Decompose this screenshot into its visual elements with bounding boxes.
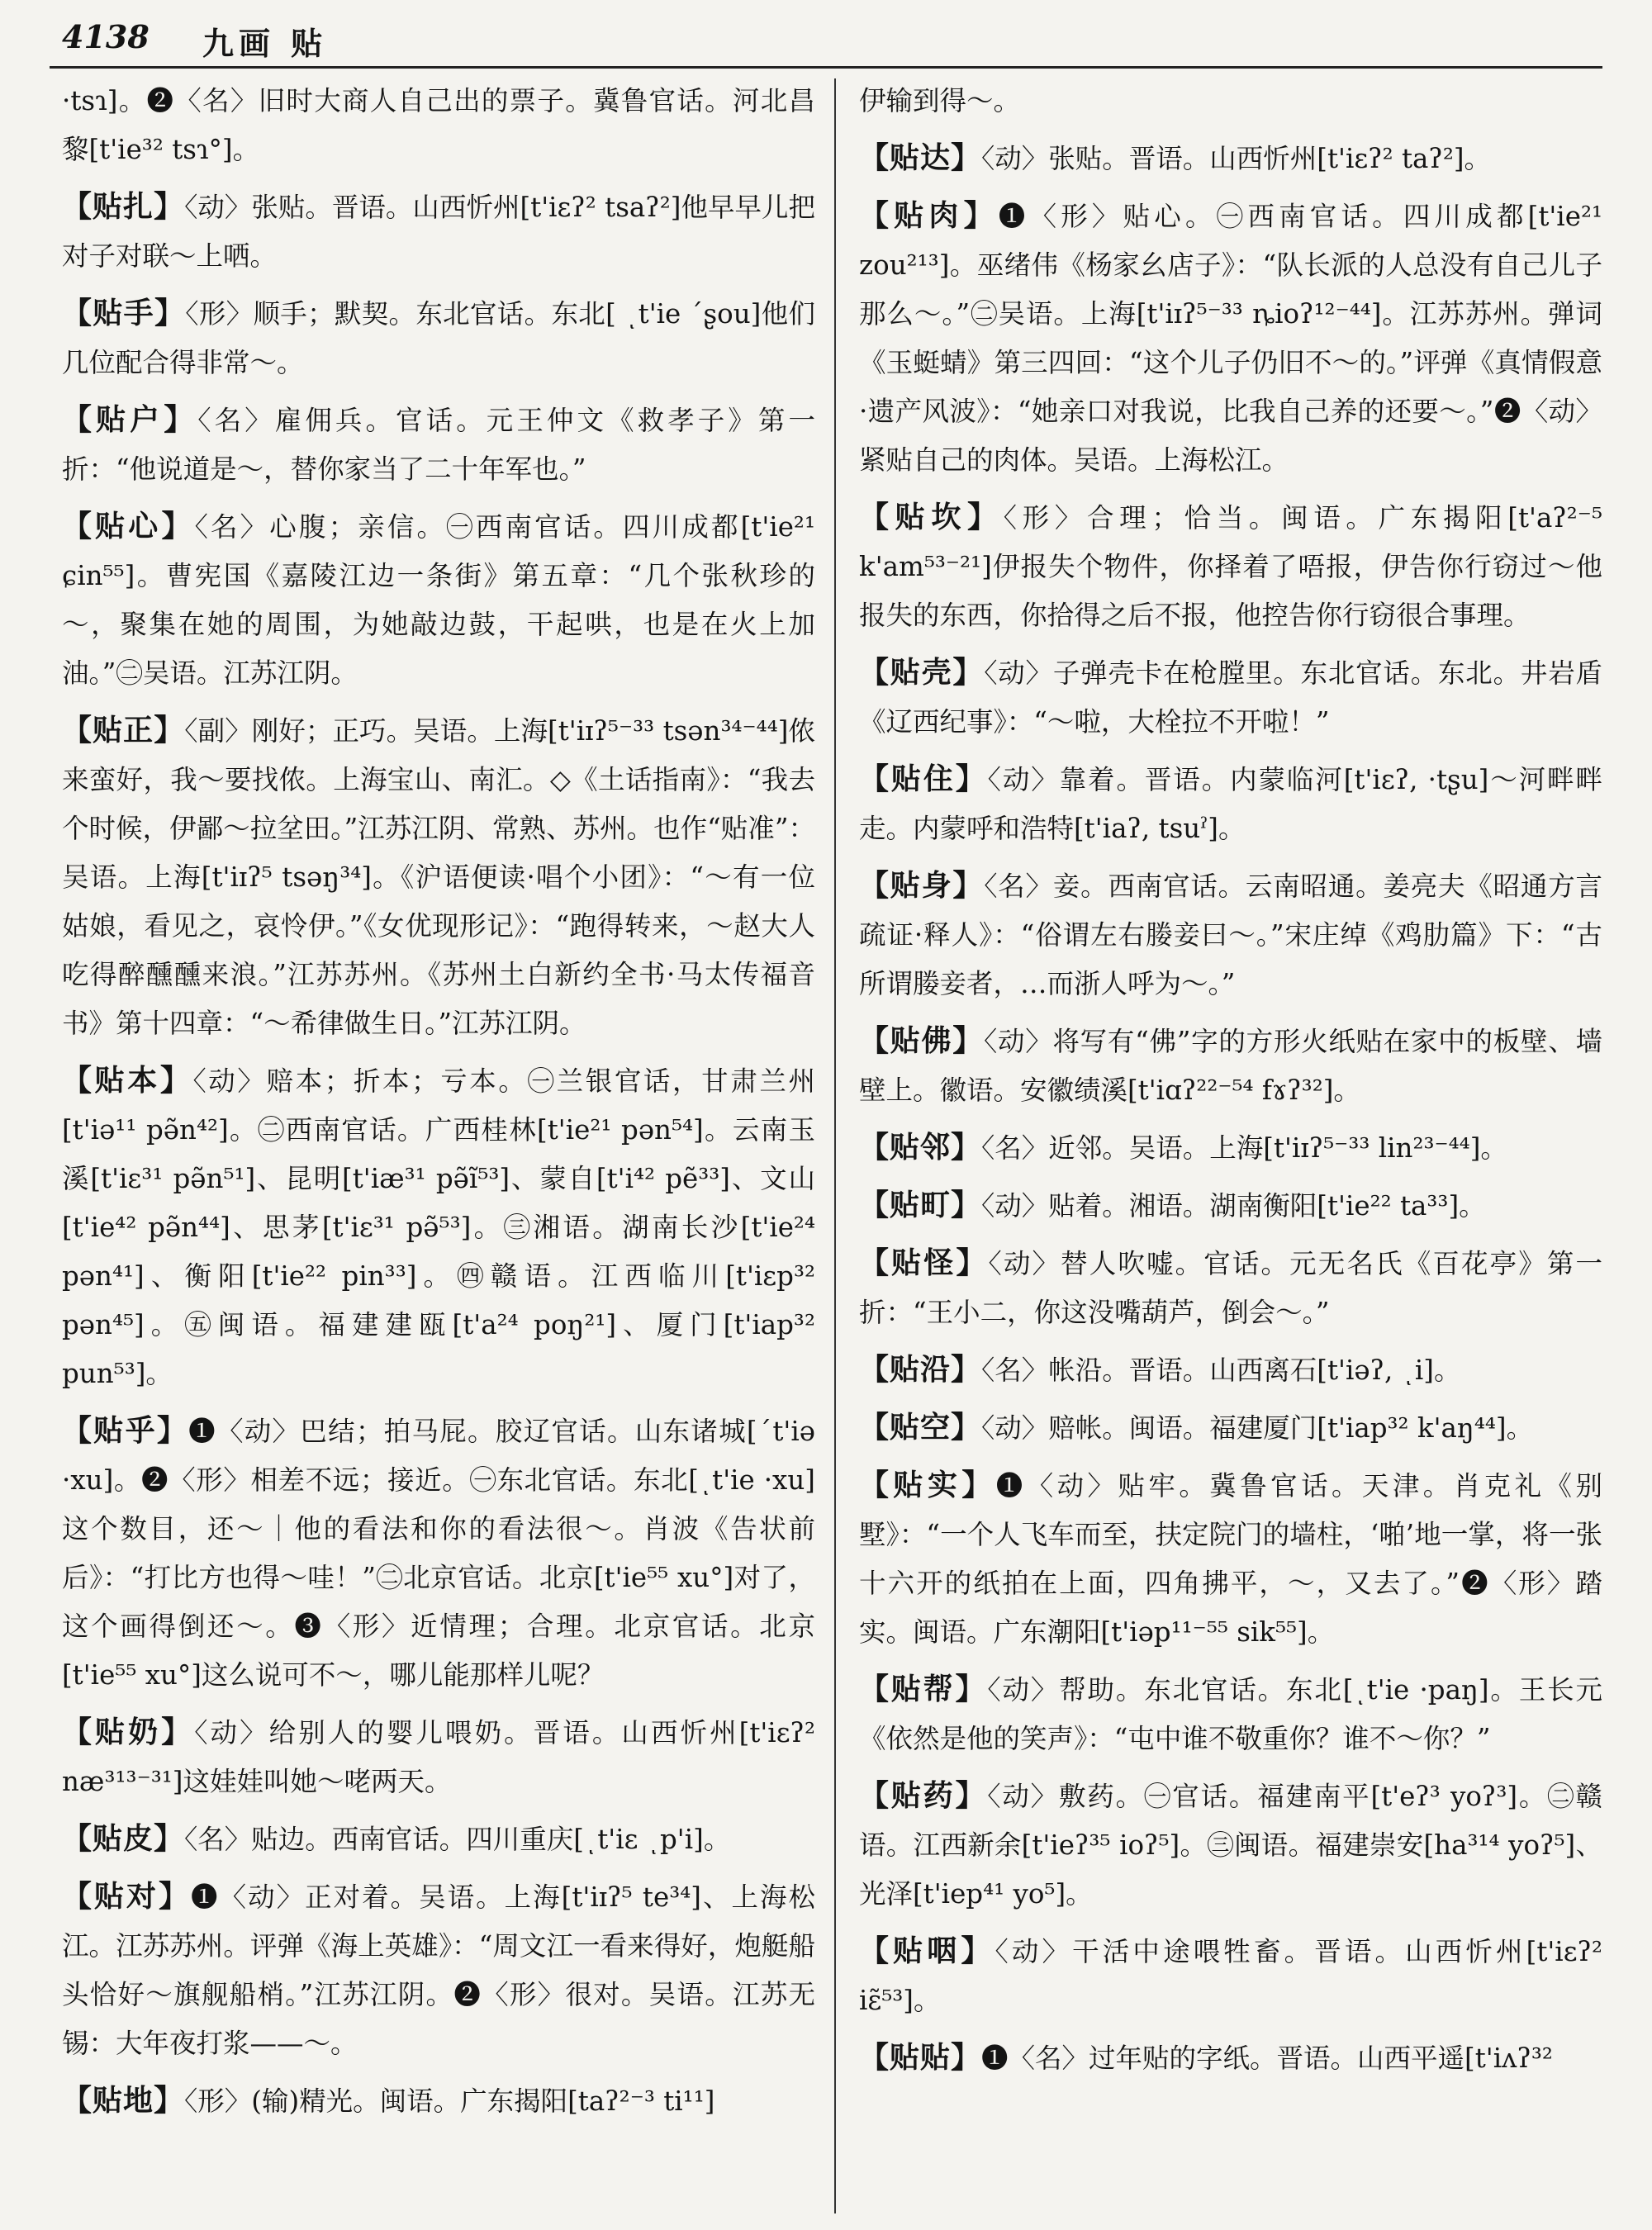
entry-definition: ❶〈动〉正对着。吴语。上海[t'iɪʔ⁵ te³⁴]、上海松江。江苏苏州。评弹《海上英雄》：“周文江一看来得好，炮艇船头恰好～旗舰船梢。”江苏江阴。❷〈形〉很对。吴语。江苏无锡：大年夜打浆——～。 — [62, 1881, 815, 2059]
entry-definition: 〈动〉给别人的婴儿喂奶。晋语。山西忻州[t'iɛʔ² næ³¹³⁻³¹]这娃娃叫她～咾两天。 — [62, 1717, 815, 1797]
entry-headword: 【贴沿】 — [859, 1352, 982, 1387]
entry-headword: 【贴药】 — [859, 1778, 988, 1813]
dictionary-entry — [859, 861, 1602, 1008]
entry-headword: 【贴乎】 — [62, 1413, 189, 1448]
entry-definition: ❶〈形〉贴心。㊀西南官话。四川成都[t'ie²¹ zou²¹³]。巫绪伟《杨家幺店子》：“队长派的人总没有自己儿子那么～。”㊁吴语。上海[t'iɪʔ⁵⁻³³ ȵioʔ¹²⁻⁴⁴]。江苏苏州。弹词《玉蜓蜻》第三四回：“这个儿子仍旧不～的。”评弹《真情假意·遗产风波》：“她亲口对我说，比我自己养的还要～。”❷〈动〉紧贴自己的肉体。吴语。上海松江。 — [859, 201, 1602, 476]
dictionary-entry — [859, 1927, 1602, 2025]
entry-definition: 〈名〉近邻。吴语。上海[t'iɪʔ⁵⁻³³ lin²³⁻⁴⁴]。 — [981, 1132, 1507, 1164]
entry-definition: 〈名〉帐沿。晋语。山西离石[t'iəʔ, ͺi]。 — [981, 1355, 1461, 1386]
page-header — [50, 18, 1602, 69]
entry-definition: 〈形〉顺手；默契。东北官话。东北[ ͺt'ie ˊʂou]他们几位配合得非常～。 — [62, 298, 815, 378]
entry-definition: ❶〈动〉巴结；拍马屁。胶辽官话。山东诸城[ˊt'iə ·xu]。❷〈形〉相差不远；接近。㊀东北官话。东北[ͺt'ie ·xu]这个数目，还～｜他的看法和你的看法很～。肖波《告状前后》：“打比方也得～哇！”㊁北京官话。北京[t'ie⁵⁵ xu°]对了，这个画得倒还～。❸〈形〉近情理；合理。北京官话。北京[t'ie⁵⁵ xu°]这么说可不～，哪儿能那样儿呢？ — [62, 1416, 815, 1691]
entry-definition: 〈动〉子弹壳卡在枪膛里。东北官话。东北。井岩盾《辽西纪事》：“～啦，大栓拉不开啦！” — [859, 657, 1602, 738]
entry-definition: 〈动〉干活中途喂牲畜。晋语。山西忻州[t'iɛʔ² iɛ̃⁵³]。 — [859, 1936, 1602, 2016]
dictionary-entry — [62, 183, 815, 281]
dictionary-entry — [859, 1181, 1602, 1231]
dictionary-entry — [859, 493, 1602, 640]
entry-headword: 【贴町】 — [859, 1188, 982, 1222]
entry-definition: 〈动〉贴着。湘语。湖南衡阳[t'ie²² ta³³]。 — [981, 1190, 1486, 1222]
entry-definition: 〈形〉合理；恰当。闽语。广东揭阳[t'aʔ²⁻⁵ k'am⁵³⁻²¹]伊报失个物件，你择着了唔报，伊告你行窃过～他报失的东西，你拾得之后不报，他控告你行窃很合事理。 — [859, 502, 1602, 631]
dictionary-entry — [859, 1017, 1602, 1115]
dictionary-entry — [859, 1403, 1602, 1453]
dictionary-entry — [859, 755, 1602, 853]
entry-headword: 【贴皮】 — [62, 1821, 185, 1856]
entry-definition: 〈动〉敷药。㊀官话。福建南平[t'eʔ³ yoʔ³]。㊁赣语。江西新余[t'ieʔ³⁵ ioʔ⁵]。㊂闽语。福建崇安[ha³¹⁴ yoʔ⁵]、光泽[t'iep⁴¹ yo⁵]。 — [859, 1781, 1602, 1910]
dictionary-entry — [859, 1665, 1602, 1763]
entry-definition: 〈动〉将写有“佛”字的方形火纸贴在家中的板壁、墙壁上。徽语。安徽绩溪[t'iɑʔ²²⁻⁵⁴ fɤʔ³²]。 — [859, 1026, 1602, 1106]
entry-headword: 【贴贴】 — [859, 2040, 982, 2075]
dictionary-entry — [62, 76, 815, 174]
entry-definition: ·tsɿ]。❷〈名〉旧时大商人自己出的票子。冀鲁官话。河北昌黎[t'ie³² tsɿ°]。 — [62, 85, 815, 165]
dictionary-entry — [859, 2033, 1602, 2083]
entry-definition: 〈名〉心腹；亲信。㊀西南官话。四川成都[t'ie²¹ ɕin⁵⁵]。曹宪国《嘉陵江边一条街》第五章：“几个张秋珍的～，聚集在她的周围，为她敲边鼓，干起哄，也是在火上加油。”㊁吴语。江苏江阴。 — [62, 511, 815, 689]
entry-definition: 〈形〉(输)精光。闽语。广东揭阳[taʔ²⁻³ ti¹¹] — [184, 2085, 715, 2117]
dictionary-entry — [62, 1815, 815, 1864]
entry-headword: 【贴达】 — [859, 140, 982, 175]
dictionary-entry — [859, 648, 1602, 747]
entry-headword: 【贴奶】 — [62, 1715, 195, 1749]
dictionary-entry — [62, 1708, 815, 1806]
entry-definition: 〈名〉贴边。西南官话。四川重庆[ͺt'iɛ ͺp'i]。 — [184, 1824, 731, 1855]
entry-definition: 〈动〉帮助。东北官话。东北[ͺt'ie ·paŋ]。王长元《依然是他的笑声》：“屯中谁不敬重你？谁不～你？” — [859, 1674, 1602, 1754]
left-column — [62, 76, 815, 2134]
entry-headword: 【贴本】 — [62, 1063, 193, 1098]
entry-definition: 〈名〉雇佣兵。官话。元王仲文《救孝子》第一折：“他说道是～，替你家当了二十年军也。” — [62, 405, 815, 485]
entry-headword: 【贴住】 — [859, 762, 988, 796]
dictionary-entry — [859, 1772, 1602, 1919]
dictionary-entry — [62, 706, 815, 1048]
dictionary-entry — [859, 1345, 1602, 1395]
entry-headword: 【贴心】 — [62, 509, 195, 543]
dictionary-entry — [859, 1123, 1602, 1173]
entry-definition: ❶〈名〉过年贴的字纸。晋语。山西平遥[t'iʌʔ³² — [981, 2043, 1553, 2074]
entry-headword: 【贴地】 — [62, 2083, 185, 2118]
entry-headword: 【贴户】 — [62, 402, 198, 437]
entry-definition: 〈动〉张贴。晋语。山西忻州[t'iɛʔ² tsaʔ²]他早早儿把对子对联～上哂。 — [62, 192, 815, 272]
dictionary-entry — [859, 1461, 1602, 1657]
entry-headword: 【贴肉】 — [859, 198, 999, 233]
entry-headword: 【贴实】 — [859, 1468, 996, 1502]
section-title: 九画 贴 — [202, 25, 328, 62]
dictionary-entry — [62, 502, 815, 698]
column-divider — [834, 78, 836, 2213]
entry-headword: 【贴壳】 — [859, 655, 985, 690]
dictionary-entry — [62, 289, 815, 387]
entry-definition: 〈副〉刚好；正巧。吴语。上海[t'iɪʔ⁵⁻³³ tsən³⁴⁻⁴⁴]侬来蛮好，我～要找侬。上海宝山、南汇。◇《土话指南》：“我去个时候，伊鄙～拉坌田。”江苏江阴、常熟、苏州。也作“贴准”：吴语。上海[t'iɪʔ⁵ tsəŋ³⁴]。《沪语便读·唱个小团》：“～有一位姑娘，看见之，哀怜伊。”《女优现形记》：“跑得转来，～赵大人吃得醉醺醺来浪。”江苏苏州。《苏州土白新约全书·马太传福音书》第十四章：“～希律做生日。”江苏江阴。 — [62, 715, 815, 1039]
entry-definition: 〈动〉赔本；折本；亏本。㊀兰银官话，甘肃兰州[t'iə¹¹ pə̃n⁴²]。㊁西南官话。广西桂林[t'ie²¹ pən⁵⁴]。云南玉溪[t'iɛ³¹ pə̃n⁵¹]、昆明[t'iæ³¹ pə̃ĩ⁵³]、蒙自[t'i⁴² pẽ³³]、文山[t'ie⁴² pə̃n⁴⁴]、思茅[t'iɛ³¹ pə̃⁵³]。㊂湘语。湖南长沙[t'ie²⁴ pən⁴¹]、衡阳[t'ie²² pin³³]。㊃赣语。江西临川[t'iɛp³² pən⁴⁵]。㊄闽语。福建建瓯[t'a²⁴ poŋ²¹]、厦门[t'iap³² pun⁵³]。 — [62, 1065, 815, 1389]
dictionary-entry — [62, 1056, 815, 1398]
entry-headword: 【贴手】 — [62, 296, 186, 330]
entry-headword: 【贴坎】 — [859, 500, 1004, 534]
entry-definition: ❶〈动〉贴牢。冀鲁官话。天津。肖克礼《别墅》：“一个人飞车而至，扶定院门的墙柱，‘啪’地一掌，将一张十六开的纸拍在上面，四角拂平，～，又去了。”❷〈形〉踏实。闽语。广东潮阳[t'iəp¹¹⁻⁵⁵ sik⁵⁵]。 — [859, 1470, 1602, 1648]
entry-headword: 【贴佛】 — [859, 1023, 984, 1058]
entry-headword: 【贴身】 — [859, 868, 985, 903]
entry-headword: 【贴扎】 — [62, 189, 185, 224]
entry-definition: 〈动〉替人吹嘘。官话。元无名氏《百花亭》第一折：“王小二，你这没嘴葫芦，倒会～。” — [859, 1248, 1602, 1328]
dictionary-entry — [62, 2076, 815, 2126]
entry-headword: 【贴正】 — [62, 713, 185, 747]
right-column — [859, 76, 1602, 2091]
entry-definition: 〈名〉妾。西南官话。云南昭通。姜亮夫《昭通方言疏证·释人》：“俗谓左右媵妾曰～。”宋庄绰《鸡肋篇》下：“古所谓媵妾者，…而浙人呼为～。” — [859, 871, 1602, 999]
entry-definition: 〈动〉张贴。晋语。山西忻州[t'iɛʔ² taʔ²]。 — [981, 143, 1492, 174]
dictionary-entry — [859, 192, 1602, 485]
entry-headword: 【贴帮】 — [859, 1672, 988, 1706]
page-number: 4138 — [62, 18, 150, 55]
entry-headword: 【贴咽】 — [859, 1933, 995, 1968]
dictionary-entry — [859, 76, 1602, 126]
entry-definition: 伊输到得～。 — [859, 85, 1021, 116]
entry-definition: 〈动〉赔帐。闽语。福建厦门[t'iap³² k'aŋ⁴⁴]。 — [981, 1412, 1534, 1444]
entry-headword: 【贴对】 — [62, 1879, 192, 1914]
entry-headword: 【贴邻】 — [859, 1130, 982, 1165]
dictionary-entry — [62, 1872, 815, 2068]
entry-definition: 〈动〉靠着。晋语。内蒙临河[t'iɛʔ, ·tʂu]～河畔畔走。内蒙呼和浩特[t'iaʔ, tsuˀ]。 — [859, 764, 1602, 844]
dictionary-entry — [62, 1407, 815, 1700]
entry-headword: 【贴空】 — [859, 1410, 982, 1445]
dictionary-entry — [859, 134, 1602, 183]
dictionary-entry — [859, 1239, 1602, 1337]
entry-headword: 【贴怪】 — [859, 1245, 989, 1280]
dictionary-entry — [62, 396, 815, 494]
